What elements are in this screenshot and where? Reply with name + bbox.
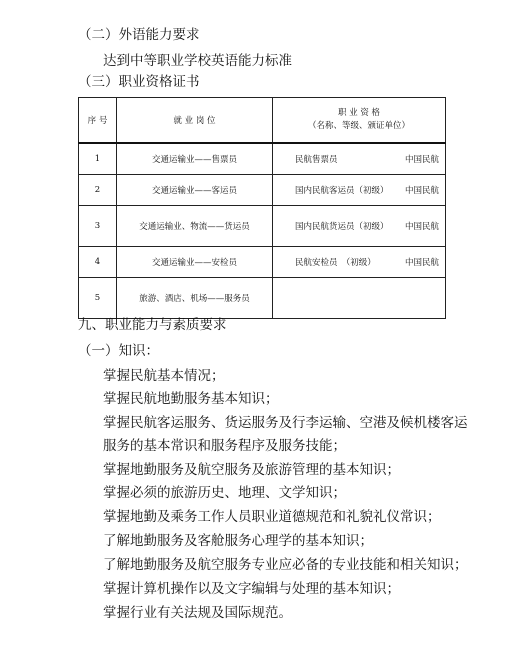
row-no: 1: [79, 143, 117, 175]
row-cert: [273, 175, 446, 206]
knowledge-item: 掌握行业有关法规及国际规范。: [103, 605, 292, 621]
section9-heading: 九、职业能力与素质要求: [78, 317, 227, 333]
cert-issuer: 中国民航: [404, 222, 439, 232]
section2-heading: （二）外语能力要求: [78, 27, 200, 43]
cert-name: 国内民航客运员（初级）: [295, 186, 389, 196]
row-cert: [273, 143, 446, 175]
row-no: 4: [79, 247, 117, 278]
knowledge-item: 了解地勤服务及客舱服务心理学的基本知识；: [103, 533, 373, 549]
table-header-row: [79, 98, 446, 144]
row-no: 2: [79, 175, 117, 206]
knowledge-item: 掌握民航基本情况；: [103, 368, 225, 384]
cert-issuer: 中国民航: [404, 155, 439, 165]
row-cert: [273, 206, 446, 247]
header-cert: [273, 98, 446, 144]
cert-name: 国内民航货运员（初级）: [295, 222, 389, 232]
certificate-table: [78, 97, 446, 319]
header-cert-line2: （名称、等级、颁证单位）: [307, 121, 410, 131]
cert-name: 民航售票员: [295, 155, 338, 165]
knowledge-item: 服务的基本常识和服务程序及服务技能；: [103, 438, 346, 454]
row-job: 交通运输业、物流——货运员: [117, 206, 273, 247]
section2-text: 达到中等职业学校英语能力标准: [103, 53, 292, 69]
header-cert-line1: 职 业 资 格: [337, 108, 381, 118]
table-row: [79, 247, 446, 278]
cert-name: 民航安检员 （初级）: [295, 258, 376, 268]
row-job: 旅游、酒店、机场——服务员: [117, 278, 273, 319]
table-row: [79, 278, 446, 319]
section3-heading: （三）职业资格证书: [78, 74, 200, 90]
table-row: [79, 143, 446, 175]
row-cert: [273, 247, 446, 278]
table-row: [79, 175, 446, 206]
header-job: 就 业 岗 位: [117, 98, 273, 144]
knowledge-item: 掌握地勤及乘务工作人员职业道德规范和礼貌礼仪常识；: [103, 509, 441, 525]
table-row: [79, 206, 446, 247]
row-job: 交通运输业——安检员: [117, 247, 273, 278]
header-no: 序 号: [79, 98, 117, 144]
knowledge-item: 掌握必须的旅游历史、地理、文学知识；: [103, 485, 346, 501]
row-job: 交通运输业——售票员: [117, 143, 273, 175]
cert-issuer: 中国民航: [404, 186, 439, 196]
section9-subheading: （一）知识：: [78, 343, 159, 359]
knowledge-item: 掌握计算机操作以及文字编辑与处理的基本知识；: [103, 581, 400, 597]
knowledge-item: 了解地勤服务及航空服务专业应必备的专业技能和相关知识；: [103, 557, 468, 573]
row-cert: [273, 278, 446, 319]
row-job: 交通运输业——客运员: [117, 175, 273, 206]
knowledge-item: 掌握地勤服务及航空服务及旅游管理的基本知识；: [103, 462, 400, 478]
row-no: 5: [79, 278, 117, 319]
cert-issuer: 中国民航: [404, 258, 439, 268]
knowledge-item: 掌握民航客运服务、货运服务及行李运输、空港及候机楼客运: [103, 415, 468, 431]
knowledge-item: 掌握民航地勤服务基本知识；: [103, 391, 279, 407]
row-no: 3: [79, 206, 117, 247]
